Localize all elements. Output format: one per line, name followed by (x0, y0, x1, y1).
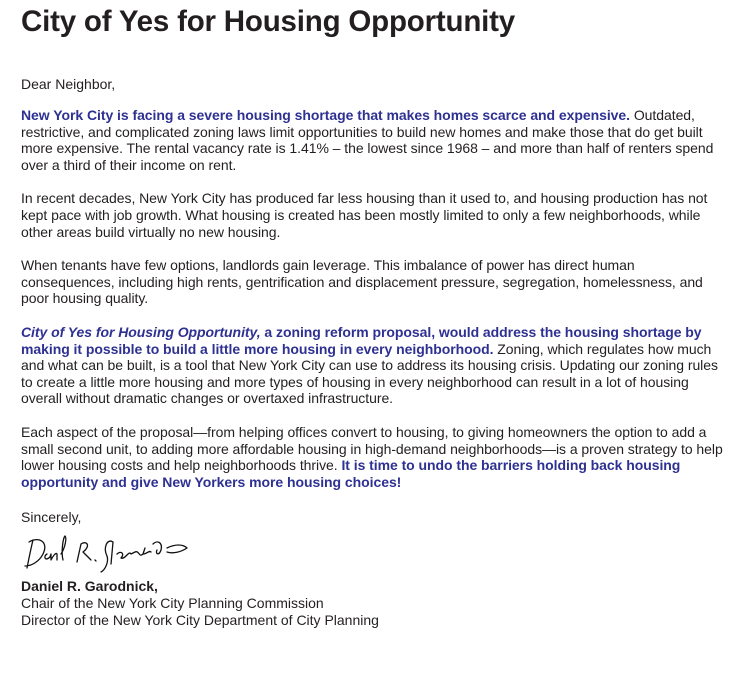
paragraph-2 (21, 190, 723, 240)
signer-title-1: Chair of the New York City Planning Commission (21, 595, 324, 612)
paragraph-4-body: Zoning, which regulates how much and what can be built, is a tool that New York City can use to address its housing crisis. Updating our zoning rules to create a little more housing and more types of housing in every neighborhood can result in a lot of housing overall without dramatic changes or overtaxed infrastructure. (21, 340, 718, 407)
paragraph-4 (21, 324, 723, 407)
signer-name: Daniel R. Garodnick, (21, 578, 158, 595)
paragraph-2-body: In recent decades, New York City has produced far less housing than it used to, and housing production has not kept pace with job growth. What housing is created has been mostly limited to only a few neighborhoods, while other areas build virtually no new housing. (21, 190, 708, 240)
paragraph-5-tail: It is time to undo the barriers holding back housing opportunity and give New Yorkers more housing choices! (21, 457, 681, 490)
signature-image (21, 530, 196, 574)
paragraph-1 (21, 107, 723, 173)
signer-title-2: Director of the New York City Department of City Planning (21, 612, 379, 629)
paragraph-1-lead: New York City is facing a severe housing shortage that makes homes scarce and expensive. (21, 107, 630, 123)
paragraph-4-lead: a zoning reform proposal, would address the housing shortage by making it possible to build a little more housing in every neighborhood. (21, 323, 702, 357)
paragraph-5-body: Each aspect of the proposal—from helping offices convert to housing, to giving homeowners the option to add a small second unit, to adding more affordable housing in high-demand neighborhoods—is a proven strategy to help lower housing costs and help neighborhoods thrive. (21, 423, 723, 474)
closing: Sincerely, (21, 509, 82, 526)
page-title: City of Yes for Housing Opportunity (21, 5, 515, 38)
paragraph-5 (21, 424, 723, 490)
paragraph-4-lead-italic: City of Yes for Housing Opportunity, (21, 323, 261, 340)
paragraph-3-body: When tenants have few options, landlords gain leverage. This imbalance of power has direct human consequences, including high rents, gentrification and displacement pressure, segregation, homelessness, and poor housing quality. (21, 257, 703, 307)
paragraph-3 (21, 257, 723, 307)
salutation: Dear Neighbor, (21, 76, 116, 92)
paragraph-1-body: Outdated, restrictive, and complicated zoning laws limit opportunities to build new homes and make those that do get built more expensive. The rental vacancy rate is 1.41% – the lowest since 1968 – and more than half of renters spend over a third of their income on rent. (21, 107, 714, 173)
